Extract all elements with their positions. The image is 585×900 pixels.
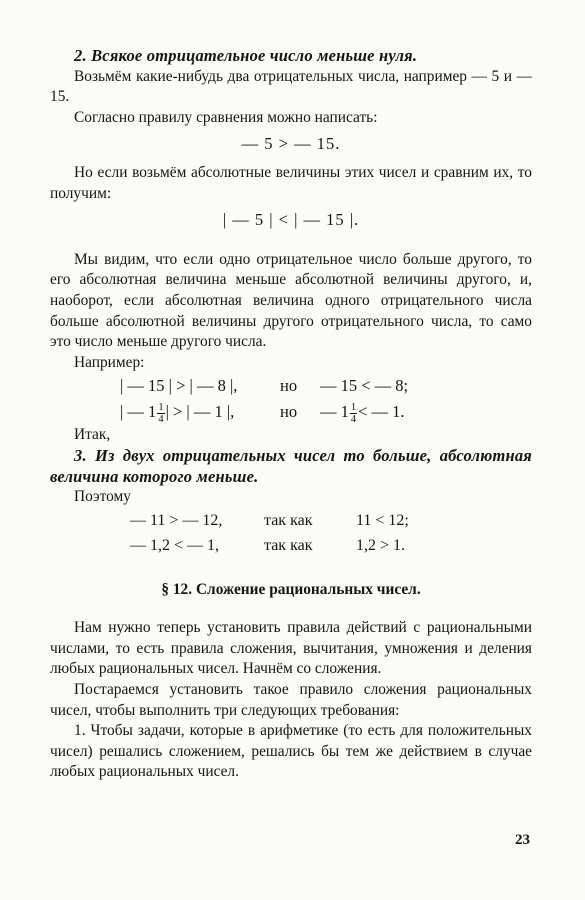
paragraph: Мы видим, что если одно отрицательное число больше другого, то его абсолютная величина меньше абсолютной величины другого, и, наоборот, если абсолютная величина одного отрицательного числа больше абсолютной величины другого отрицательного числа, то само это число меньше другого числа. (50, 250, 532, 351)
example-right: 1,2 > 1. (356, 536, 406, 554)
example-left: | — 1 $\frac{1}{4}$ | > | — 1 |, (120, 402, 235, 426)
section-title: § 12. Сложение рациональных чисел. (161, 580, 421, 598)
example-right: — 15 < — 8; (320, 376, 409, 396)
example-left: — 11 > — 12, (130, 511, 223, 529)
example-left: | — 15 | > | — 8 |, (120, 376, 238, 396)
example-conj: но (280, 376, 298, 396)
fraction: $\frac{1}{4}$ (350, 402, 357, 426)
paragraph: Но если возьмём абсолютные величины этих чисел и сравним их, то получим: (50, 163, 532, 202)
example-left: — 1,2 < — 1, (130, 536, 220, 554)
example-line (50, 508, 532, 533)
example-conj: так как (264, 511, 313, 529)
example-right: — 1 $\frac{1}{4}$ < — 1. (320, 402, 405, 426)
formula-absolute: | — 5 | < | — 15 |. (222, 210, 360, 230)
example-conj: так как (264, 536, 313, 554)
statement-2: 2. Всякое отрицательное число меньше нуля. (74, 46, 418, 65)
fraction: $\frac{1}{4}$ (158, 402, 164, 426)
paragraph: 1. Чтобы задачи, которые в арифметике (то есть для положительных чисел) решались сложением, решались бы тем же действием в случае любых рациональных чисел. (50, 722, 532, 781)
page-number: 23 (515, 832, 530, 848)
page-body (50, 46, 532, 783)
example-line (50, 373, 532, 399)
example-conj: но (280, 402, 298, 422)
formula-inequality: — 5 > — 15. (241, 134, 341, 154)
paragraph: Возьмём какие-нибудь два отрицательных числа, например — 5 и — 15. (50, 67, 532, 106)
paragraph: Согласно правилу сравнения можно написать: (74, 108, 378, 126)
paragraph: Поэтому (74, 488, 131, 506)
paragraph: Итак, (74, 426, 111, 444)
paragraph: Нам нужно теперь установить правила действий с рациональными числами, то есть правила сложения, вычитания, умножения и деления любых рациональных чисел. Начнём со сложения. (50, 619, 532, 678)
example-line (50, 533, 532, 558)
statement-3: 3. Из двух отрицательных чисел то больше, абсолютная величина которого меньше. (50, 445, 532, 486)
example-line (50, 399, 532, 425)
example-right: 11 < 12; (356, 511, 409, 529)
paragraph: Например: (74, 353, 145, 371)
paragraph: Постараемся установить такое правило сложения рациональных чисел, чтобы выполнить три следующих требования: (50, 681, 532, 719)
